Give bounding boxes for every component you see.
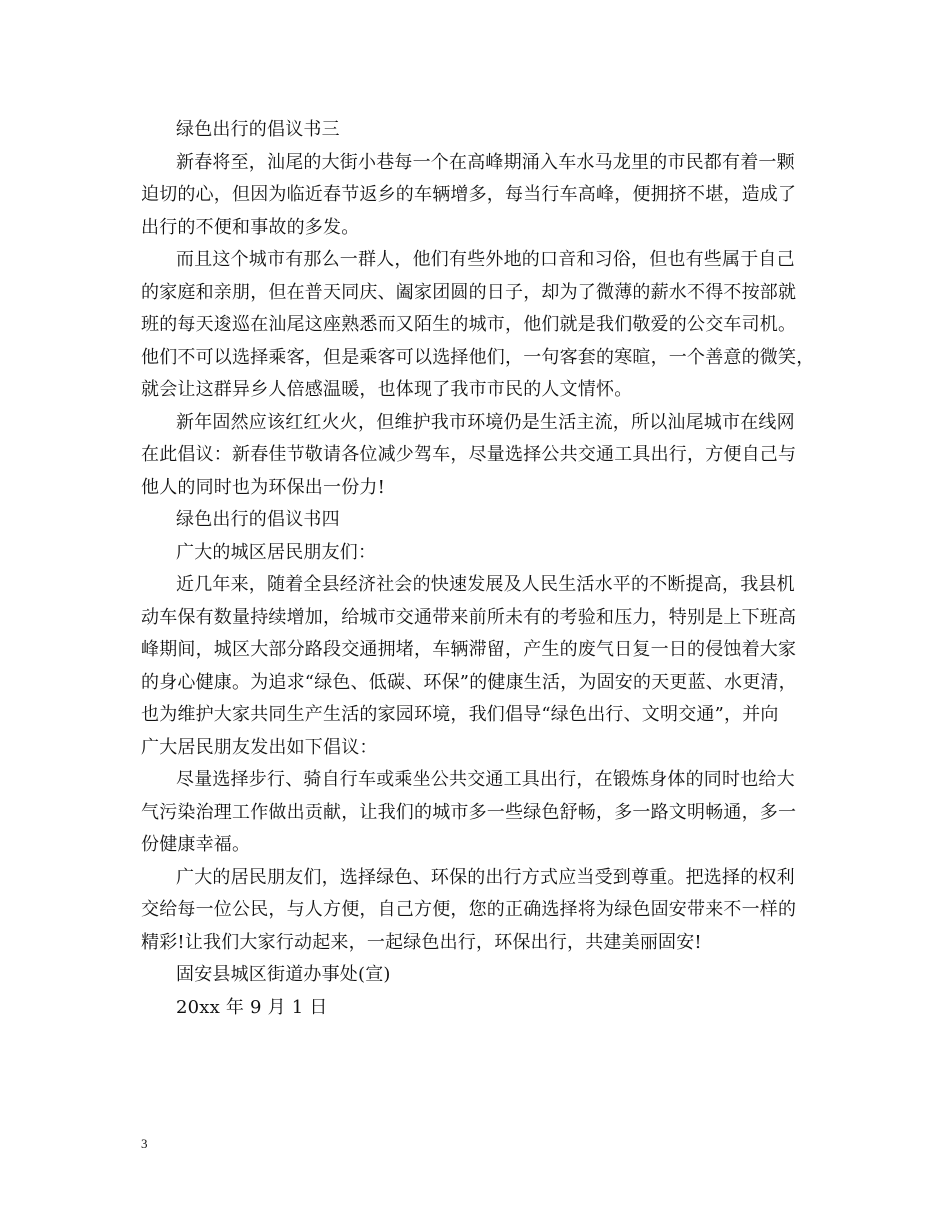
paragraph-line: 尽量选择步行、骑自行车或乘坐公共交通工具出行，在锻炼身体的同时也给大: [176, 769, 795, 790]
paragraph-line: 峰期间，城区大部分路段交通拥堵，车辆滞留，产生的废气日复一日的侵蚀着大家: [141, 639, 797, 660]
paragraph-line: 的家庭和亲朋，但在普天同庆、阖家团圆的日子，却为了微薄的薪水不得不按部就: [141, 281, 797, 303]
paragraph-line: 动车保有数量持续增加，给城市交通带来前所未有的考验和压力，特别是上下班高: [141, 606, 797, 628]
paragraph-line: 班的每天逡巡在汕尾这座熟悉而又陌生的城市，他们就是我们敬爱的公交车司机。: [141, 314, 797, 335]
paragraph-line: 的身心健康。为追求“绿色、低碳、环保”的健康生活，为固安的天更蓝、水更清，: [141, 671, 797, 693]
paragraph-line: 也为维护大家共同生产生活的家园环境，我们倡导“绿色出行、文明交通”，并向: [141, 704, 779, 725]
section-heading-4: 绿色出行的倡议书四: [176, 509, 340, 530]
paragraph-line: 他人的同时也为环保出一份力!: [141, 476, 386, 498]
paragraph-line: 他们不可以选择乘客，但是乘客可以选择他们，一句客套的寒暄，一个善意的微笑，: [141, 346, 815, 368]
paragraph-line: 广大的居民朋友们，选择绿色、环保的出行方式应当受到尊重。把选择的权利: [176, 866, 795, 888]
paragraph-line: 份健康幸福。: [141, 834, 251, 855]
page-number: 3: [141, 1136, 148, 1151]
paragraph-line: 就会让这群异乡人倍感温暖，也体现了我市市民的人文情怀。: [141, 379, 633, 400]
paragraph-line: 而且这个城市有那么一群人，他们有些外地的口音和习俗，但也有些属于自己: [176, 249, 795, 270]
document-body: [141, 114, 823, 1024]
paragraph-line: 新春将至，汕尾的大街小巷每一个在高峰期涌入车水马龙里的市民都有着一颗: [176, 151, 795, 173]
paragraph-line: 在此倡议：新春佳节敬请各位减少驾车，尽量选择公共交通工具出行，方便自己与: [141, 444, 797, 465]
paragraph-line: 广大居民朋友发出如下倡议：: [141, 736, 378, 758]
signature-date: 20xx 年 9 月 1 日: [176, 996, 328, 1018]
paragraph-line: 出行的不便和事故的多发。: [141, 216, 360, 238]
salutation: 广大的城区居民朋友们：: [176, 541, 377, 563]
paragraph-line: 新年固然应该红红火火，但维护我市环境仍是生活主流，所以汕尾城市在线网: [176, 411, 795, 433]
paragraph-line: 气污染治理工作做出贡献，让我们的城市多一些绿色舒畅，多一路文明畅通，多一: [141, 801, 797, 823]
paragraph-line: 精彩!让我们大家行动起来，一起绿色出行，环保出行，共建美丽固安!: [141, 931, 702, 953]
section-heading-3: 绿色出行的倡议书三: [176, 119, 340, 140]
paragraph-line: 交给每一位公民，与人方便，自己方便，您的正确选择将为绿色固安带来不一样的: [141, 899, 797, 920]
paragraph-line: 近几年来，随着全县经济社会的快速发展及人民生活水平的不断提高，我县机: [176, 574, 795, 595]
signature-organization: 固安县城区街道办事处(宣): [176, 964, 391, 985]
paragraph-line: 迫切的心，但因为临近春节返乡的车辆增多，每当行车高峰，便拥挤不堪，造成了: [141, 184, 797, 205]
